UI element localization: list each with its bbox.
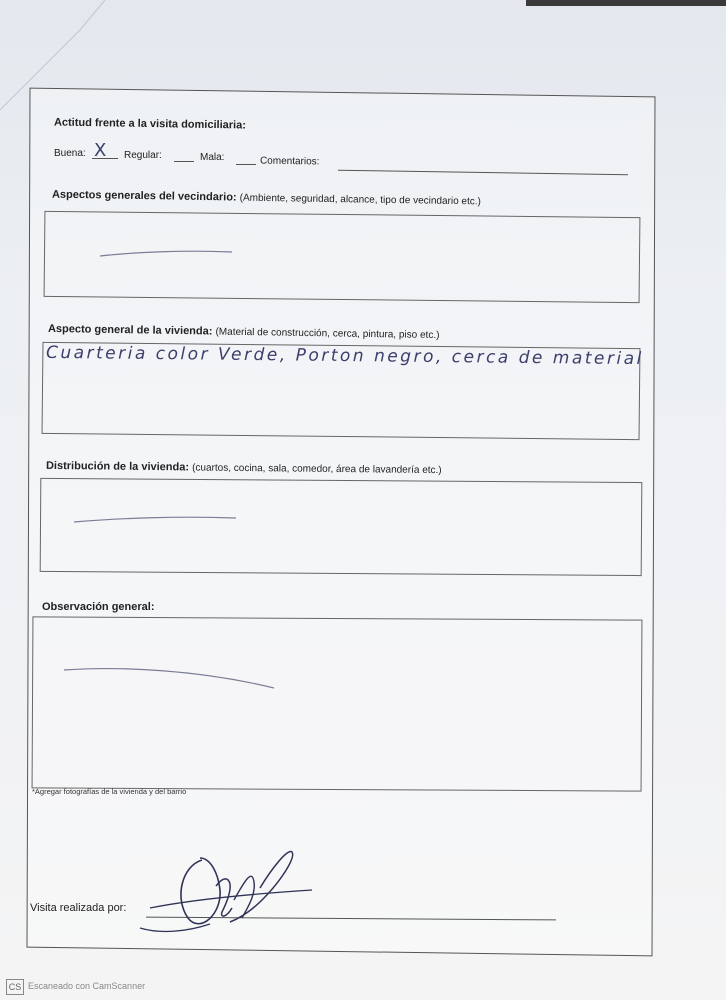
- distribution-blank-stroke: [70, 512, 240, 528]
- visit-by-label: Visita realizada por:: [30, 902, 127, 914]
- bad-label: Mala:: [200, 152, 225, 163]
- scanner-footer-text: Escaneado con CamScanner: [28, 981, 146, 991]
- neighborhood-hint: (Ambiente, seguridad, alcance, tipo de vecindario etc.): [239, 192, 482, 208]
- good-blank: [92, 158, 118, 159]
- regular-blank: [174, 161, 194, 162]
- scanner-footer: [0, 976, 726, 1000]
- regular-label: Regular:: [124, 150, 162, 161]
- house-handwritten-answer: Cuarteria color Verde, Porton negro, cerca de material: [45, 342, 644, 370]
- observation-heading: Observación general:: [42, 601, 155, 613]
- photo-note: *Agregar fotografías de la vivienda y del barrio: [32, 787, 187, 796]
- house-hint: (Material de construcción, cerca, pintura, piso etc.): [215, 326, 440, 342]
- observation-answer-box[interactable]: [32, 616, 643, 791]
- bad-blank: [236, 164, 256, 165]
- handwritten-signature: [130, 838, 330, 938]
- distribution-hint: (cuartos, cocina, sala, comedor, área de lavandería etc.): [192, 462, 442, 477]
- comments-label: Comentarios:: [259, 155, 320, 168]
- distribution-heading: Distribución de la vivienda:: [45, 459, 190, 474]
- attitude-heading: Actitud frente a la visita domiciliaria:: [53, 116, 247, 132]
- good-check-mark: X: [94, 140, 107, 161]
- observation-blank-stroke: [60, 662, 280, 692]
- neighborhood-heading: Aspectos generales del vecindario:: [51, 188, 237, 204]
- house-heading: Aspecto general de la vivienda:: [47, 322, 213, 338]
- good-label: Buena:: [54, 148, 86, 159]
- neighborhood-blank-stroke: [96, 246, 236, 262]
- camscanner-logo-icon: CS: [6, 979, 24, 995]
